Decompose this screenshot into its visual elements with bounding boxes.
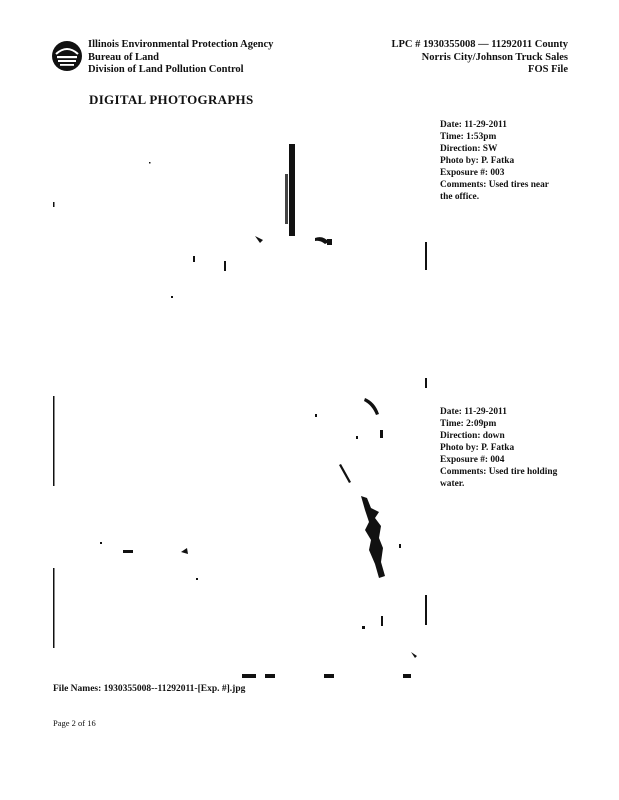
photo-2-exposure: Exposure #: 004 — [440, 455, 505, 465]
bureau-name: Bureau of Land — [88, 51, 159, 63]
lpc-number: LPC # 1930355008 — 11292011 County — [391, 39, 568, 50]
page-title: DIGITAL PHOTOGRAPHS — [89, 92, 254, 107]
photo-2-date: Date: 11-29-2011 — [440, 407, 507, 417]
lpc-block — [392, 39, 568, 77]
agency-name: Illinois Environmental Protection Agency — [88, 39, 274, 50]
page-number: Page 2 of 16 — [53, 718, 96, 728]
file-names-note: File Names: 1930355008--11292011-[Exp. #].jpg — [53, 684, 246, 694]
photo-1-date: Date: 11-29-2011 — [440, 120, 507, 130]
photo-1-details — [440, 119, 560, 203]
photo-1-direction: Direction: SW — [440, 144, 498, 154]
photo-2-direction: Direction: down — [440, 431, 505, 441]
illinois-epa-seal-icon — [51, 40, 83, 72]
division-name: Division of Land Pollution Control — [88, 64, 244, 75]
photo-2-time: Time: 2:09pm — [440, 419, 497, 429]
photo-1-exposure: Exposure #: 003 — [440, 168, 505, 178]
photo-2-photographer: Photo by: P. Fatka — [440, 443, 515, 453]
photo-2-details — [440, 406, 560, 490]
photo-1-photographer: Photo by: P. Fatka — [440, 156, 515, 166]
photo-2 — [53, 378, 428, 678]
agency-block — [88, 39, 273, 77]
photo-2-comments: Comments: Used tire holding water. — [440, 467, 558, 489]
photo-1-time: Time: 1:53pm — [440, 132, 497, 142]
site-name: Norris City/Johnson Truck Sales — [421, 51, 568, 63]
file-type: FOS File — [528, 64, 568, 75]
photo-1-comments: Comments: Used tires near the office. — [440, 180, 549, 202]
photo-1 — [53, 114, 428, 388]
